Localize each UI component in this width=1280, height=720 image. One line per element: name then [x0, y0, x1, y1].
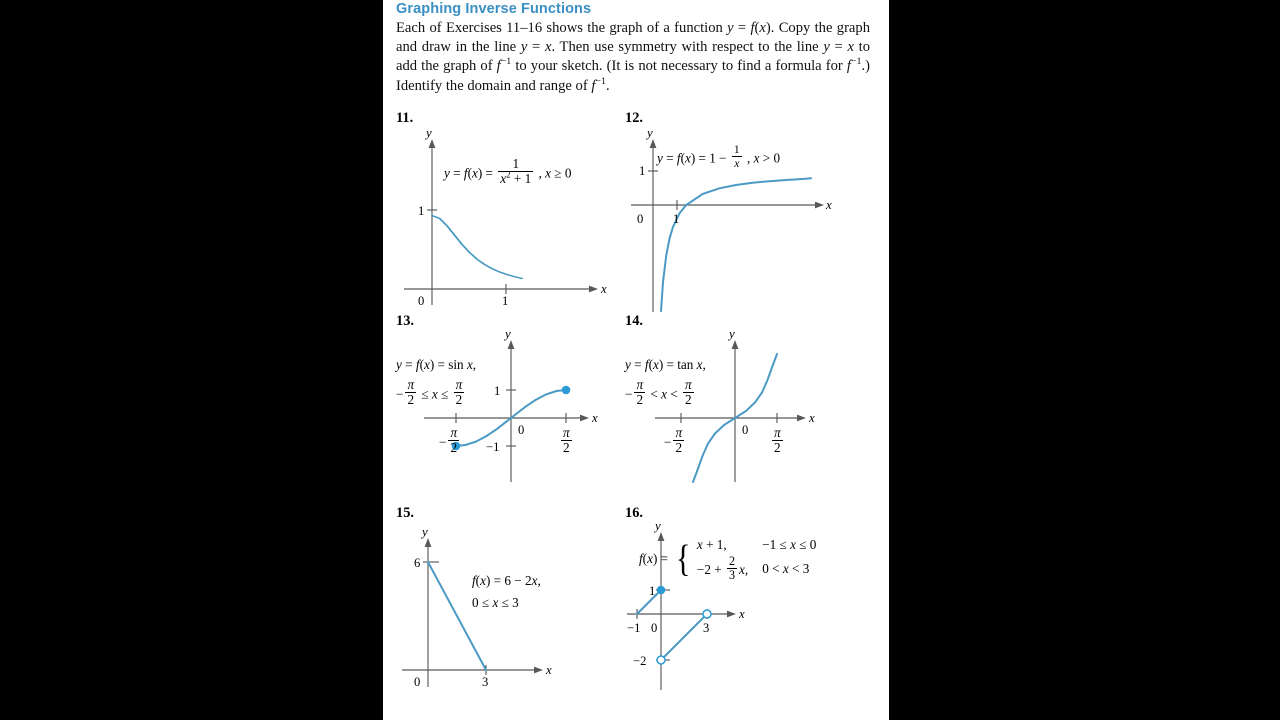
- exercise-number: 16.: [625, 504, 643, 521]
- svg-text:x: x: [809, 410, 815, 425]
- exercise-16: [625, 505, 883, 697]
- svg-text:x: x: [739, 606, 745, 621]
- exercise-13: [396, 313, 636, 505]
- exercise-number: 14.: [625, 312, 643, 329]
- svg-text:0: 0: [518, 422, 525, 437]
- svg-text:3: 3: [482, 674, 489, 689]
- endpoint-dot-filled: [657, 586, 666, 595]
- exercise-11: [396, 110, 636, 312]
- piece-2-value: −2 + $\frac{2}{3}$ x,: [696, 553, 749, 582]
- equation-14: y = f(x) = tan x, − $\frac{\pi}{2}$ < x < $\frac{\pi}{2}$: [625, 356, 706, 407]
- svg-text:0: 0: [637, 211, 644, 226]
- svg-text:3: 3: [703, 620, 710, 635]
- exercise-number: 11.: [396, 109, 414, 126]
- svg-text:0: 0: [418, 293, 425, 308]
- svg-text:1: 1: [494, 383, 501, 398]
- exercise-14: [625, 313, 880, 505]
- svg-text:1: 1: [673, 211, 680, 226]
- svg-text:y: y: [422, 524, 428, 539]
- svg-text:x: x: [546, 662, 552, 677]
- equation-15: f(x) = 6 − 2x, 0 ≤ x ≤ 3: [472, 572, 541, 610]
- exercise-instructions: Each of Exercises 11–16 shows the graph of a function y = f(x). Copy the graph and draw in the line y = x. Then use symmetry with respect to the line y = x to add the graph of $f^{-1}$ to your sketch. (It is not necessary to find a formula for $f^{-1}$.) Identify the domain and range of $f^{-1}$.: [396, 20, 870, 94]
- exercise-number: 12.: [625, 109, 643, 126]
- svg-text:y: y: [505, 326, 511, 341]
- svg-text:x: x: [826, 197, 832, 212]
- tick-label-neg-pi-over-2: − $\frac{\pi}{2}$: [664, 424, 683, 455]
- exercise-number: 15.: [396, 504, 414, 521]
- endpoint-dot-open: [703, 610, 711, 618]
- equation-11: y = f(x) = $\frac{1}{x^2 + 1}$ , x ≥ 0: [444, 155, 572, 186]
- svg-text:0: 0: [414, 674, 421, 689]
- svg-text:1: 1: [418, 203, 425, 218]
- svg-text:0: 0: [742, 422, 749, 437]
- graph-11: [396, 127, 636, 312]
- svg-text:x: x: [592, 410, 598, 425]
- piece-1-domain: −1 ≤ x ≤ 0: [762, 536, 817, 552]
- equation-16: f(x) = { x + 1, −1 ≤ x ≤ 0 −2 + $\frac{2}{3}$ x, 0 < x < 3: [639, 536, 817, 582]
- svg-text:y: y: [647, 125, 653, 140]
- svg-text:−1: −1: [486, 439, 500, 454]
- textbook-page: [383, 0, 889, 720]
- svg-text:1: 1: [649, 583, 656, 598]
- tick-label-neg-pi-over-2: − $\frac{\pi}{2}$: [439, 424, 458, 455]
- piece-2-domain: 0 < x < 3: [762, 560, 810, 576]
- piecewise-brace: {: [676, 537, 691, 580]
- svg-text:y: y: [729, 326, 735, 341]
- endpoint-dot-open: [657, 656, 665, 664]
- endpoint-dot: [562, 386, 571, 395]
- exercise-number: 13.: [396, 312, 414, 329]
- equation-13: y = f(x) = sin x, − $\frac{\pi}{2}$ ≤ x ≤ $\frac{\pi}{2}$: [396, 356, 477, 407]
- section-heading: Graphing Inverse Functions: [396, 1, 592, 17]
- svg-text:0: 0: [651, 620, 658, 635]
- exercise-15: [396, 505, 636, 697]
- svg-text:−1: −1: [627, 620, 641, 635]
- svg-text:−2: −2: [633, 653, 647, 668]
- piece-1-value: x + 1,: [696, 536, 727, 552]
- svg-text:x: x: [601, 281, 607, 296]
- exercise-12: [625, 110, 880, 312]
- svg-text:1: 1: [502, 293, 509, 308]
- tick-label-pi-over-2: $\frac{\pi}{2}$: [563, 424, 570, 455]
- svg-text:6: 6: [414, 555, 421, 570]
- equation-12: y = f(x) = 1 − $\frac{1}{x}$ , x > 0: [657, 142, 781, 171]
- svg-text:y: y: [426, 125, 432, 140]
- svg-text:1: 1: [639, 163, 646, 178]
- tick-label-pi-over-2: $\frac{\pi}{2}$: [774, 424, 781, 455]
- svg-text:y: y: [655, 518, 661, 533]
- exercise-grid: [383, 96, 889, 701]
